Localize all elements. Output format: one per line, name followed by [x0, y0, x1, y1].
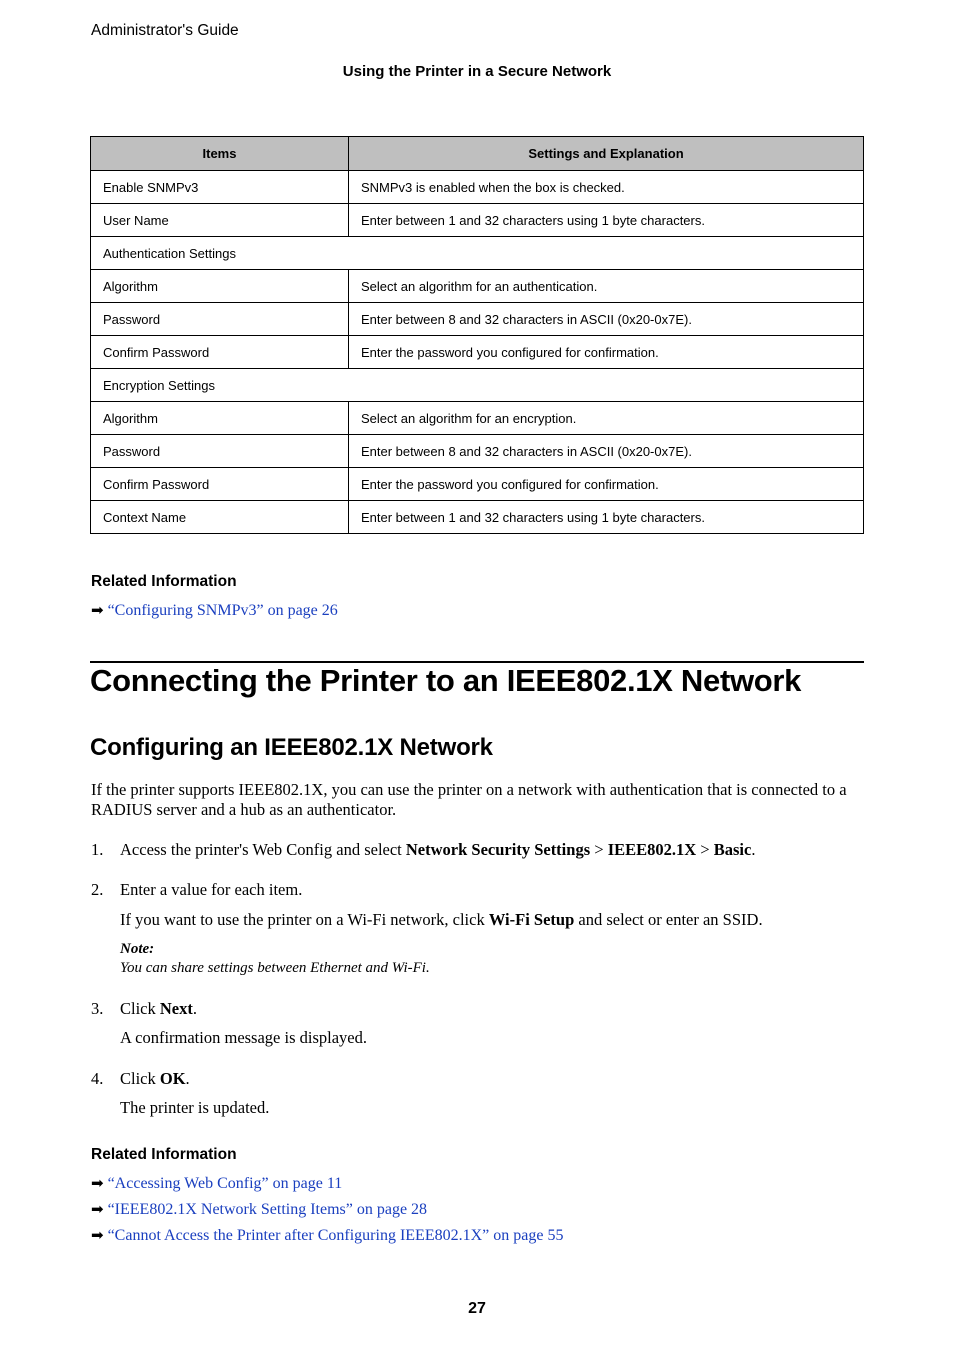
table-cell-desc: Select an algorithm for an authentication. — [349, 270, 864, 303]
link-ieee8021x-setting-items[interactable]: “IEEE802.1X Network Setting Items” on page 28 — [107, 1201, 428, 1218]
step-number: 3. — [91, 999, 104, 1018]
table-group-row — [91, 237, 864, 270]
table-cell-desc: Select an algorithm for an encryption. — [349, 402, 864, 435]
table-group-label: Authentication Settings — [91, 237, 864, 270]
step-2-text: Enter a value for each item. — [120, 880, 303, 899]
table-cell-item: Password — [91, 303, 349, 336]
table-cell-item: Password — [91, 435, 349, 468]
table-row — [91, 402, 864, 435]
table-cell-desc: Enter between 1 and 32 characters using 1 byte characters. — [349, 204, 864, 237]
arrow-right-icon: ➡ — [91, 1200, 104, 1218]
table-header-items: Items — [91, 137, 349, 171]
table-group-row — [91, 369, 864, 402]
link-configuring-snmpv3[interactable]: “Configuring SNMPv3” on page 26 — [107, 602, 338, 619]
table-row — [91, 204, 864, 237]
path-separator: > — [590, 840, 608, 859]
table-row — [91, 468, 864, 501]
table-cell-item: Algorithm — [91, 402, 349, 435]
ok-label: OK — [159, 1069, 186, 1088]
step-number: 1. — [91, 840, 104, 859]
next-label: Next — [159, 999, 193, 1018]
snmpv3-settings-table — [90, 136, 864, 534]
step-4-text — [120, 1069, 190, 1089]
table-group-label: Encryption Settings — [91, 369, 864, 402]
table-header-settings: Settings and Explanation — [349, 137, 864, 171]
step-3-text — [120, 999, 197, 1019]
link-cannot-access-printer[interactable]: “Cannot Access the Printer after Configuring IEEE802.1X” on page 55 — [107, 1227, 564, 1244]
table-row — [91, 435, 864, 468]
related-link-item — [91, 1226, 563, 1245]
running-header-guide-title: Administrator's Guide — [91, 22, 239, 39]
menu-path-basic: Basic — [713, 840, 752, 859]
step-1-text — [120, 840, 755, 860]
step-text: Click — [120, 999, 160, 1018]
table-cell-desc: Enter between 1 and 32 characters using 1 byte characters. — [349, 501, 864, 534]
chapter-heading: Connecting the Printer to an IEEE802.1X Network — [90, 663, 802, 698]
table-cell-item: Enable SNMPv3 — [91, 171, 349, 204]
step-text: and select or enter an SSID. — [574, 910, 763, 929]
step-text: Access the printer's Web Config and select — [120, 840, 406, 859]
arrow-right-icon: ➡ — [91, 1174, 104, 1192]
related-link-item — [91, 601, 338, 620]
running-header-section-title: Using the Printer in a Secure Network — [342, 63, 612, 80]
step-text: Click — [120, 1069, 160, 1088]
table-cell-item: Confirm Password — [91, 468, 349, 501]
step-text-end: . — [751, 840, 756, 859]
table-row — [91, 501, 864, 534]
table-cell-desc: Enter the password you configured for confirmation. — [349, 468, 864, 501]
section-heading: Configuring an IEEE802.1X Network — [90, 734, 493, 761]
note-title: Note: — [120, 941, 155, 957]
table-cell-desc: SNMPv3 is enabled when the box is checked. — [349, 171, 864, 204]
related-information-heading: Related Information — [91, 573, 237, 590]
table-cell-item: Context Name — [91, 501, 349, 534]
step-2-subtext — [120, 910, 763, 930]
table-cell-item: Confirm Password — [91, 336, 349, 369]
table-row — [91, 171, 864, 204]
table-row — [91, 336, 864, 369]
step-text: If you want to use the printer on a Wi-Fi network, click — [120, 910, 489, 929]
table-cell-desc: Enter the password you configured for confirmation. — [349, 336, 864, 369]
link-accessing-web-config[interactable]: “Accessing Web Config” on page 11 — [107, 1175, 343, 1192]
table-cell-desc: Enter between 8 and 32 characters in ASCII (0x20-0x7E). — [349, 303, 864, 336]
related-information-heading: Related Information — [91, 1146, 237, 1163]
page-number: 27 — [468, 1300, 486, 1317]
step-text-end: . — [185, 1069, 190, 1088]
arrow-right-icon: ➡ — [91, 1226, 104, 1244]
wifi-setup-label: Wi-Fi Setup — [488, 910, 575, 929]
related-link-item — [91, 1174, 342, 1193]
table-row — [91, 303, 864, 336]
intro-paragraph: If the printer supports IEEE802.1X, you can use the printer on a network with authentication that is connected to a RADIUS server and a hub as an authenticator. — [91, 780, 847, 819]
table-cell-desc: Enter between 8 and 32 characters in ASCII (0x20-0x7E). — [349, 435, 864, 468]
step-3-subtext: A confirmation message is displayed. — [120, 1028, 367, 1047]
step-4-subtext: The printer is updated. — [120, 1098, 270, 1117]
table-row — [91, 270, 864, 303]
menu-path-ieee8021x: IEEE802.1X — [607, 840, 697, 859]
step-number: 2. — [91, 880, 104, 899]
step-text-end: . — [192, 999, 197, 1018]
table-cell-item: Algorithm — [91, 270, 349, 303]
related-link-item — [91, 1200, 427, 1219]
table-cell-item: User Name — [91, 204, 349, 237]
table-header-row — [91, 137, 864, 171]
note-body: You can share settings between Ethernet and Wi-Fi. — [120, 960, 430, 976]
menu-path-network-security-settings: Network Security Settings — [405, 840, 591, 859]
arrow-right-icon: ➡ — [91, 601, 104, 619]
path-separator: > — [696, 840, 714, 859]
step-number: 4. — [91, 1069, 104, 1088]
